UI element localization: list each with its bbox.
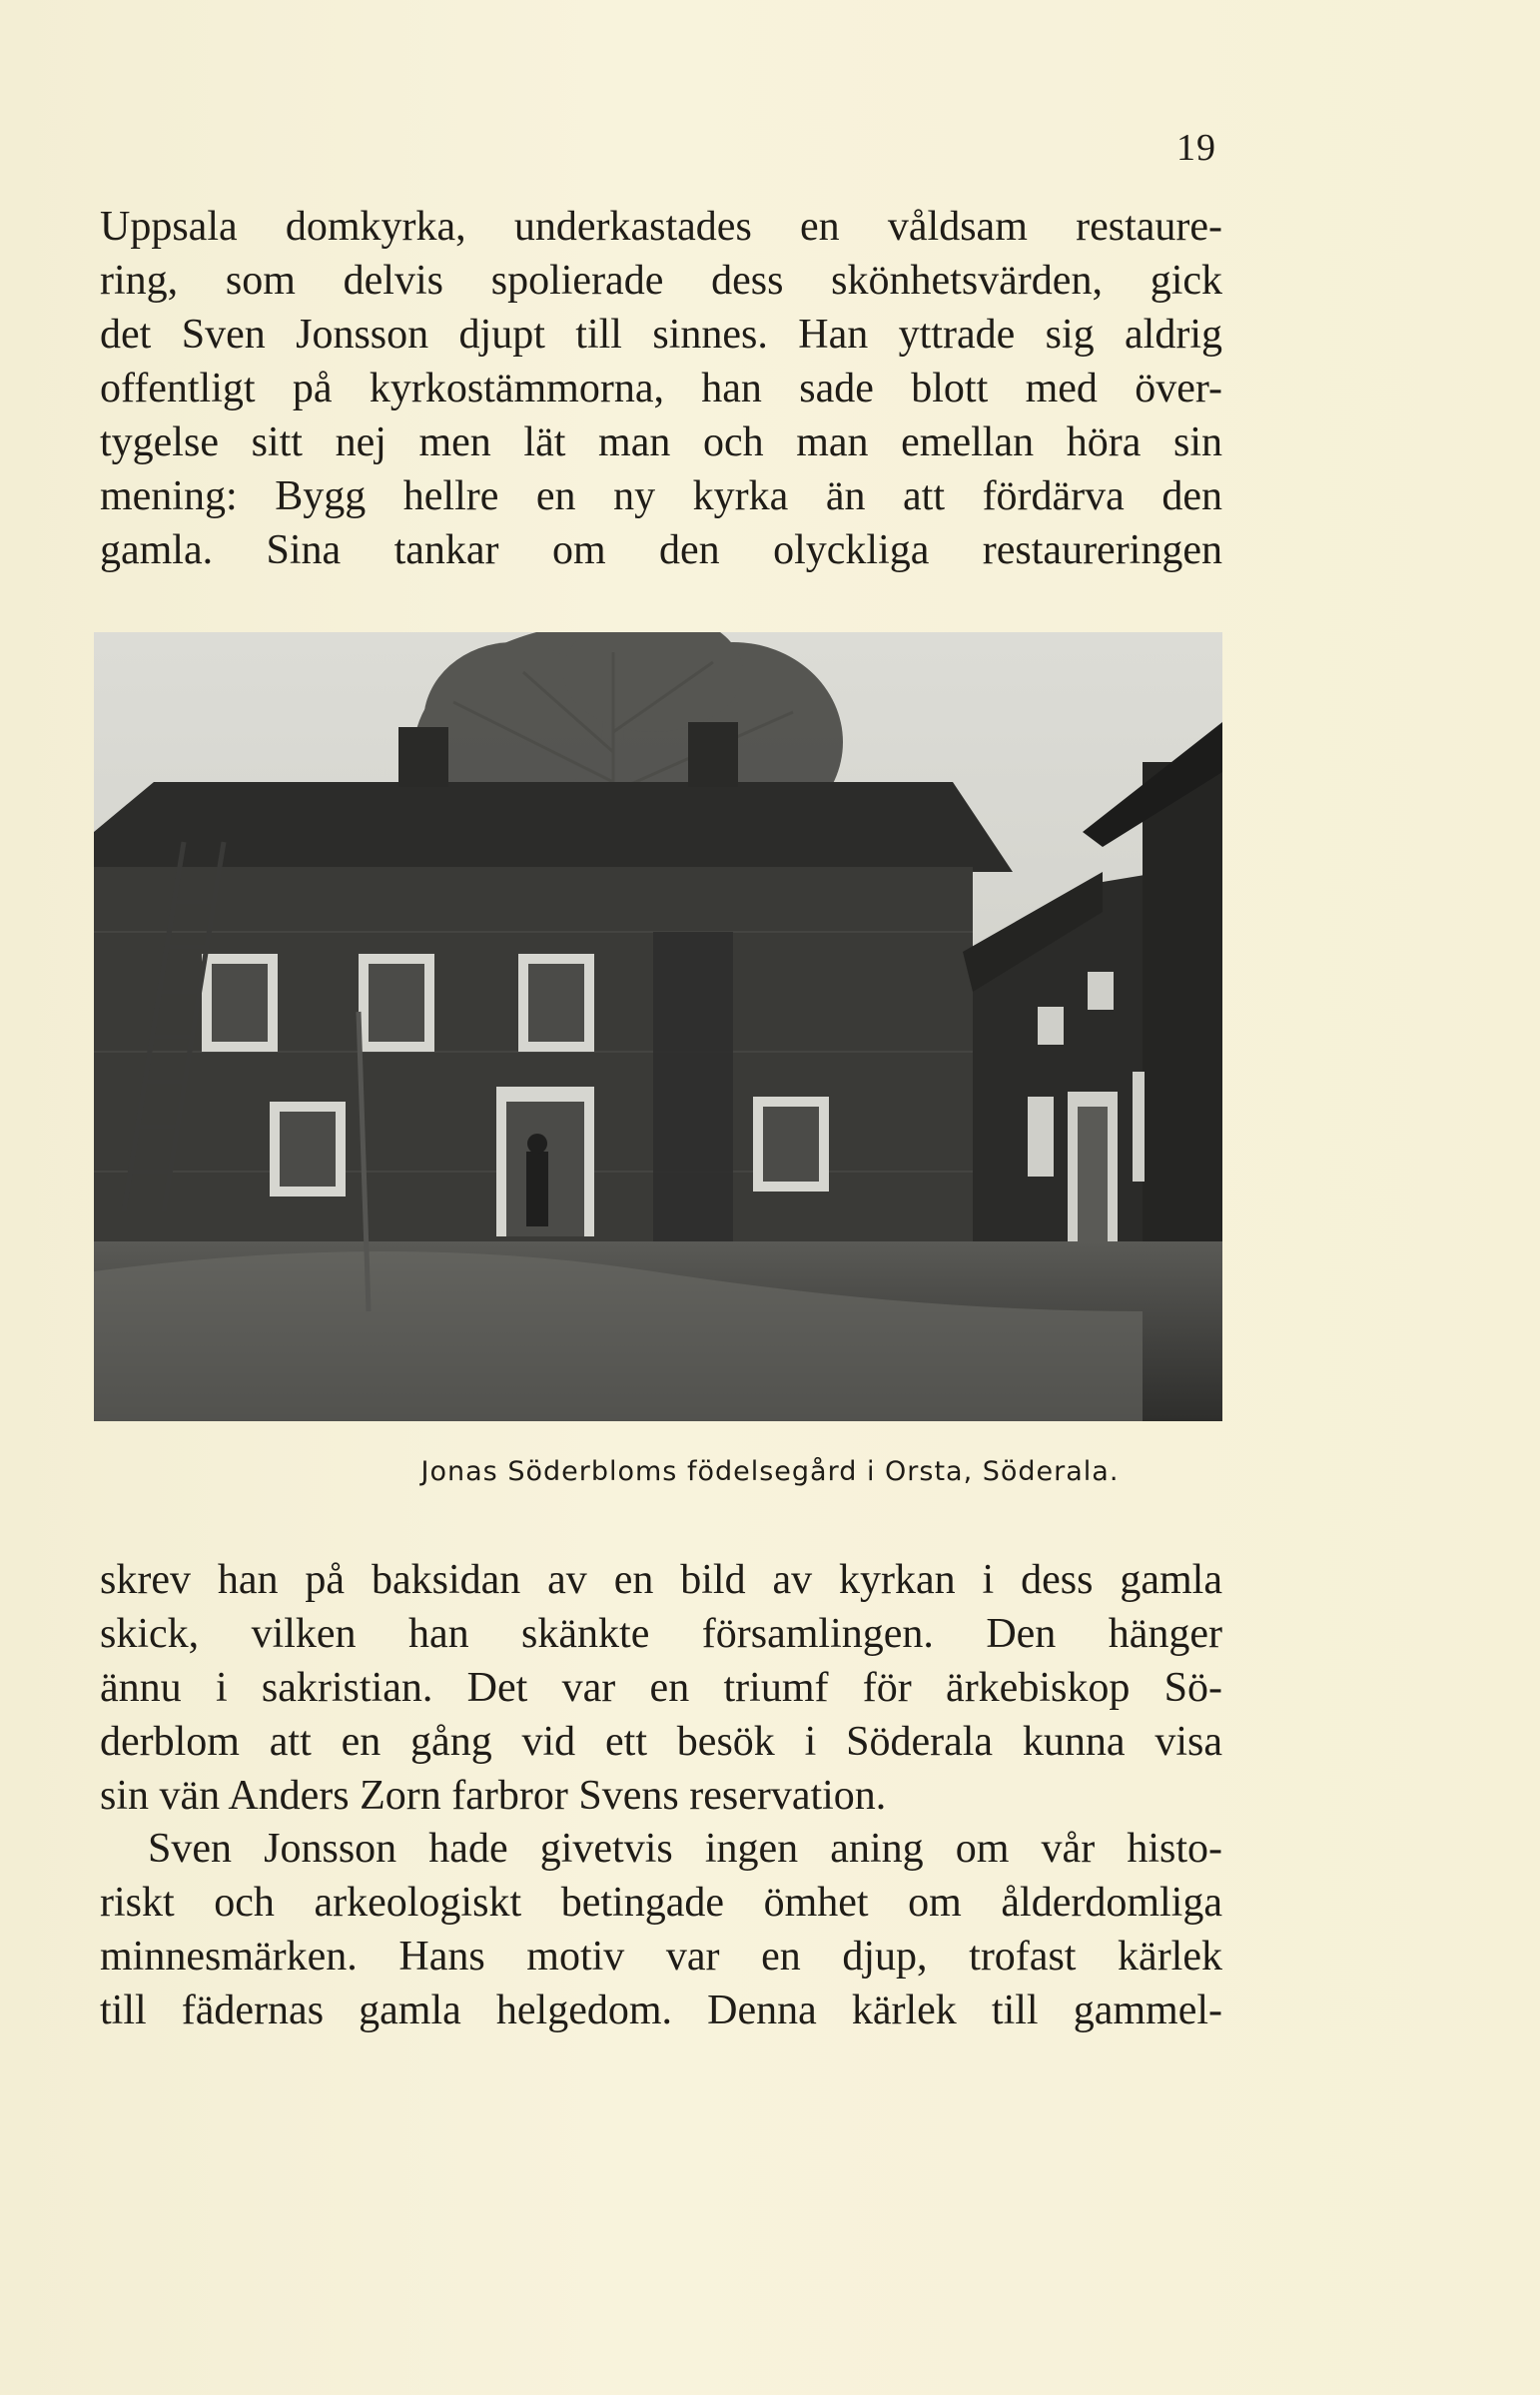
text-line: ring, som delvis spolierade dess skönhetsvärden, gick bbox=[100, 258, 1222, 304]
paragraph-bottom bbox=[100, 1822, 1222, 2037]
paragraph-middle bbox=[100, 1553, 1222, 1823]
text-line: offentligt på kyrkostämmorna, han sade blott med över- bbox=[100, 366, 1222, 411]
text-line: ännu i sakristian. Det var en triumf för ärkebiskop Sö- bbox=[100, 1665, 1222, 1711]
text-line: riskt och arkeologiskt betingade ömhet om ålderdomliga bbox=[100, 1880, 1222, 1926]
photo-caption: Jonas Söderbloms födelsegård i Orsta, Söderala. bbox=[420, 1456, 1120, 1487]
text-line: det Sven Jonsson djupt till sinnes. Han yttrade sig aldrig bbox=[100, 312, 1222, 358]
text-line: derblom att en gång vid ett besök i Söderala kunna visa bbox=[100, 1719, 1222, 1765]
text-line: Uppsala domkyrka, underkastades en våldsam restaure- bbox=[100, 204, 1222, 250]
text-line: mening: Bygg hellre en ny kyrka än att fördärva den bbox=[100, 473, 1222, 519]
text-line: minnesmärken. Hans motiv var en djup, trofast kärlek bbox=[100, 1934, 1222, 1980]
farmhouse-photo bbox=[94, 632, 1222, 1421]
text-line: till fädernas gamla helgedom. Denna kärlek till gammel- bbox=[100, 1988, 1222, 2033]
text-line: Sven Jonsson hade givetvis ingen aning om vår histo- bbox=[148, 1826, 1222, 1872]
text-line: sin vän Anders Zorn farbror Svens reservation. bbox=[100, 1773, 887, 1819]
text-line: tygelse sitt nej men lät man och man emellan höra sin bbox=[100, 419, 1222, 465]
page-number: 19 bbox=[1176, 127, 1216, 169]
text-line: skrev han på baksidan av en bild av kyrkan i dess gamla bbox=[100, 1557, 1222, 1603]
photo-illustration bbox=[94, 632, 1222, 1421]
paragraph-top bbox=[100, 200, 1222, 577]
text-line: skick, vilken han skänkte församlingen. Den hänger bbox=[100, 1611, 1222, 1657]
text-line: gamla. Sina tankar om den olyckliga restaureringen bbox=[100, 527, 1222, 573]
